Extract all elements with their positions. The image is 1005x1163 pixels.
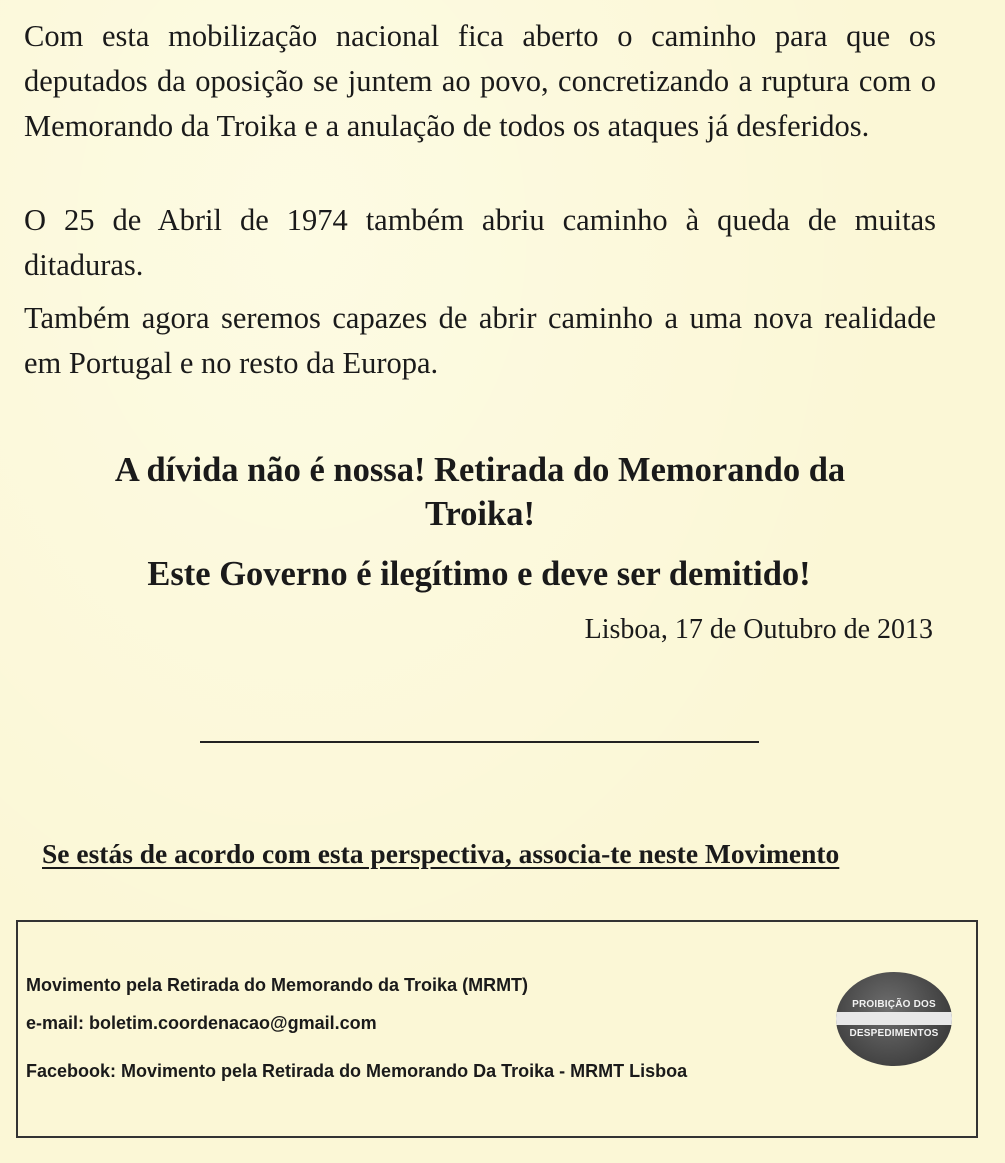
badge-band [836, 1012, 952, 1025]
contact-facebook: Facebook: Movimento pela Retirada do Memorando Da Troika - MRMT Lisboa [26, 1061, 688, 1081]
badge-bottom-text: DESPEDIMENTOS [849, 1028, 939, 1039]
badge-top-text: PROIBIÇÃO DOS [852, 999, 936, 1010]
contact-box [16, 920, 978, 1138]
paragraph-25-abril: O 25 de Abril de 1974 também abriu caminho à queda de muitas ditaduras. [24, 203, 936, 282]
call-to-action: Se estás de acordo com esta perspectiva, associa-te neste Movimento [42, 838, 840, 869]
divider-line [200, 741, 759, 743]
paragraph-mobilization: Com esta mobilização nacional fica aberto o caminho para que os deputados da oposição se juntem ao povo, concretizando a ruptura com o Memorando da Troika e a anulação de todos os ataques já desferidos. [24, 19, 936, 143]
proibicao-despedimentos-badge-icon [836, 972, 952, 1066]
slogan-debt: A dívida não é nossa! Retirada do Memorando da Troika! [114, 451, 846, 533]
contact-email: e-mail: boletim.coordenacao@gmail.com [26, 1013, 377, 1033]
dateline: Lisboa, 17 de Outubro de 2013 [584, 614, 933, 645]
slogan-government: Este Governo é ilegítimo e deve ser demitido! [147, 555, 811, 593]
paragraph-new-reality: Também agora seremos capazes de abrir caminho a uma nova realidade em Portugal e no resto da Europa. [24, 301, 936, 380]
contact-organization: Movimento pela Retirada do Memorando da Troika (MRMT) [26, 975, 529, 995]
